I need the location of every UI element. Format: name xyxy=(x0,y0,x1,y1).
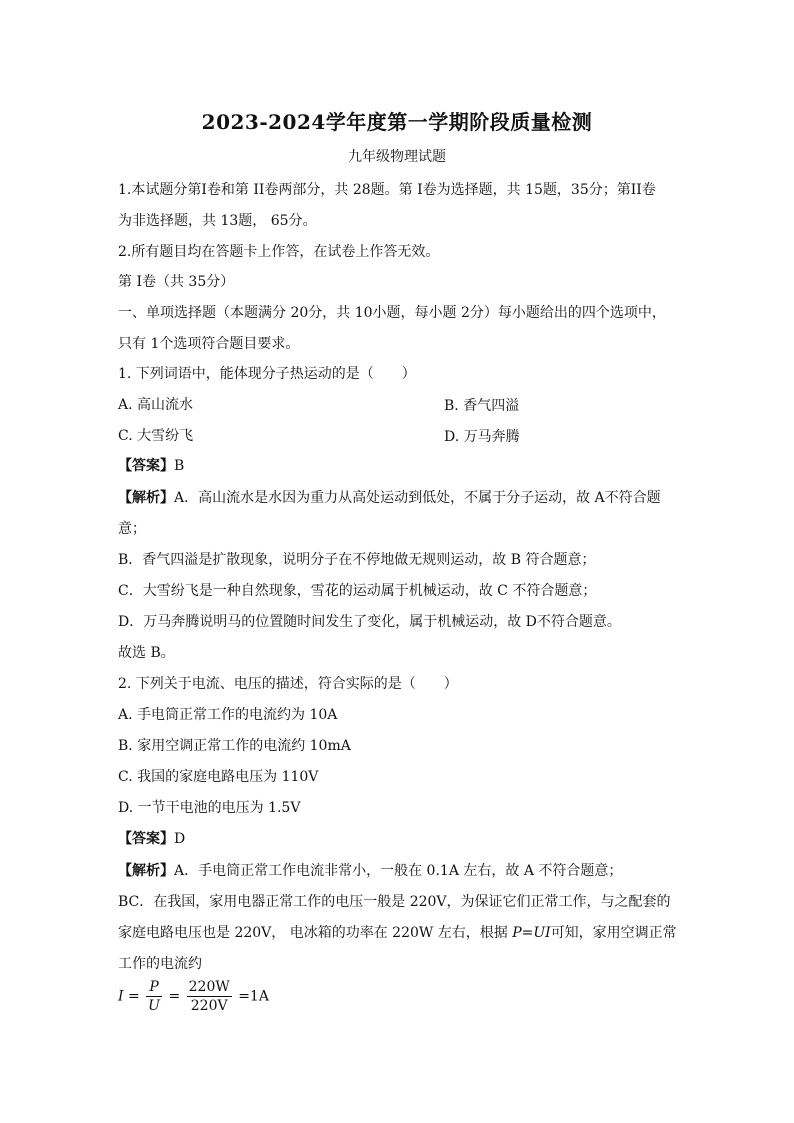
answer-value: B xyxy=(174,458,185,474)
analysis-line: D．万马奔腾说明马的位置随时间发生了变化，属于机械运动，故 D不符合题意。 xyxy=(118,614,621,630)
analysis-label: 【解析】 xyxy=(118,490,174,506)
analysis-line: 意； xyxy=(118,521,146,537)
question-1-option-a: A. 高山流水 xyxy=(118,397,194,413)
formula-symbol-i: I xyxy=(118,988,124,1005)
analysis-line: BC．在我国，家用电器正常工作的电压一般是 220V，为保证它们正常工作，与之配套的 xyxy=(118,894,671,910)
answer-label: 【答案】 xyxy=(118,458,174,474)
question-2-analysis xyxy=(118,861,678,881)
question-2-option-c: C. 我国的家庭电路电压为 110V xyxy=(118,769,319,785)
instruction-line: 为非选择题，共 13题， 65分。 xyxy=(118,213,317,229)
analysis-text: A．手电筒正常工作电流非常小，一般在 0.1A 左右，故 A 不符合题意； xyxy=(174,863,623,879)
analysis-line: 工作的电流约 xyxy=(118,956,202,972)
question-1-answer xyxy=(118,456,678,476)
question-2-stem: 2. 下列关于电流、电压的描述，符合实际的是（ ） xyxy=(118,676,458,692)
question-1-analysis xyxy=(118,488,678,508)
fraction-denominator: U xyxy=(148,998,160,1014)
analysis-text: 可知，家用空调正常 xyxy=(550,925,677,941)
analysis-line xyxy=(118,923,678,943)
part-description: 只有 1个选项符合题目要求。 xyxy=(118,336,300,352)
formula-equals: = xyxy=(168,988,181,1005)
answer-label: 【答案】 xyxy=(118,831,174,847)
instruction-line: 1.本试题分第I卷和第 II卷两部分，共 28题。第 I卷为选择题，共 15题，35分；第II卷 xyxy=(118,182,656,198)
analysis-conclusion: 故选 B。 xyxy=(118,645,175,661)
question-2-answer xyxy=(118,829,678,849)
analysis-text: 家庭电路电压也是 220V， 电冰箱的功率在 220W 左右，根据 xyxy=(118,925,513,941)
fraction-numerator: P xyxy=(146,978,162,997)
fraction-denominator: 220V xyxy=(190,998,228,1014)
part-description: 一、单项选择题（本题满分 20分，共 10小题，每小题 2分）每小题给出的四个选项中， xyxy=(118,305,666,321)
question-2-option-b: B. 家用空调正常工作的电流约 10mA xyxy=(118,738,351,754)
analysis-text: A．高山流水是水因为重力从高处运动到低处，不属于分子运动，故 A不符合题 xyxy=(174,490,661,506)
formula-result: =1A xyxy=(238,988,269,1005)
answer-value: D xyxy=(174,831,186,847)
analysis-label: 【解析】 xyxy=(118,863,174,879)
question-1-option-b: B. 香气四溢 xyxy=(444,398,520,414)
instruction-line: 2.所有题目均在答题卡上作答，在试卷上作答无效。 xyxy=(118,244,440,260)
question-1-stem: 1. 下列词语中，能体现分子热运动的是（ ） xyxy=(118,366,416,382)
page-subtitle: 九年级物理试题 xyxy=(348,149,446,165)
current-formula xyxy=(118,978,269,1015)
analysis-line: B．香气四溢是扩散现象，说明分子在不停地做无规则运动，故 B 符合题意； xyxy=(118,552,596,568)
page-title: 2023-2024学年度第一学期阶段质量检测 xyxy=(201,110,593,134)
formula-inline: P=UI xyxy=(512,925,551,941)
question-2-option-d: D. 一节干电池的电压为 1.5V xyxy=(118,800,301,816)
question-1-option-d: D. 万马奔腾 xyxy=(444,429,520,445)
formula-fraction-pu xyxy=(146,978,162,1015)
fraction-numerator: 220W xyxy=(188,979,230,995)
formula-fraction-values xyxy=(187,978,232,1015)
formula-equals: = xyxy=(127,988,140,1005)
section-heading: 第 I卷（共 35分） xyxy=(118,274,235,290)
question-1-option-c: C. 大雪纷飞 xyxy=(118,428,194,444)
question-2-option-a: A. 手电筒正常工作的电流约为 10A xyxy=(118,707,338,723)
analysis-line: C．大雪纷飞是一种自然现象，雪花的运动属于机械运动，故 C 不符合题意； xyxy=(118,583,597,599)
